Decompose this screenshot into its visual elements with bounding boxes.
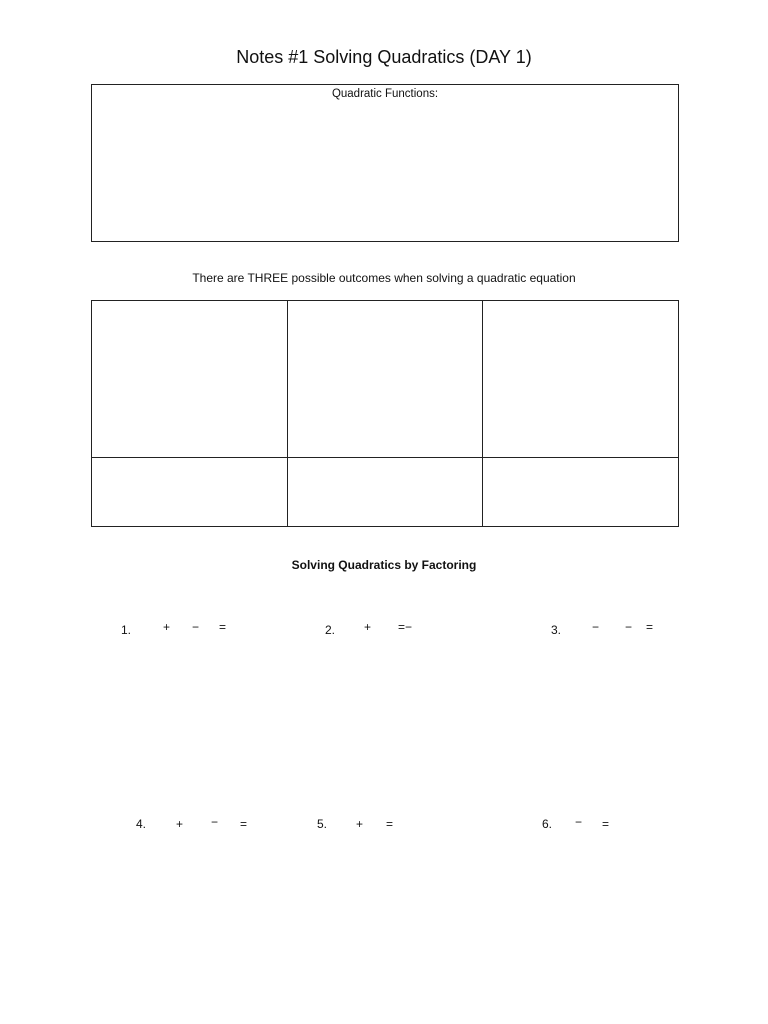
operator: = [386, 817, 394, 831]
operator: + [356, 817, 364, 831]
problem-number: 1. [121, 623, 132, 637]
problem-number: 3. [551, 623, 562, 637]
operator: + [163, 620, 171, 634]
operator: = [219, 620, 227, 634]
operator: − [592, 620, 600, 634]
operator: + [364, 620, 372, 634]
operator: = [646, 620, 654, 634]
outcomes-label-row [92, 458, 679, 527]
operator: =− [398, 620, 413, 634]
operator: − [625, 620, 633, 634]
quadratic-functions-label: Quadratic Functions: [331, 88, 439, 100]
outcome-cell-2 [287, 301, 483, 458]
factoring-heading: Solving Quadratics by Factoring [291, 558, 477, 572]
outcomes-graph-row [92, 301, 679, 458]
outcomes-intro: There are THREE possible outcomes when solving a quadratic equation [192, 271, 576, 285]
operator: = [602, 817, 610, 831]
outcome-label-cell-1 [92, 458, 288, 527]
outcome-cell-3 [483, 301, 679, 458]
outcome-label-cell-3 [483, 458, 679, 527]
problem-number: 4. [136, 817, 147, 831]
outcomes-table [91, 300, 679, 527]
page-title: Notes #1 Solving Quadratics (DAY 1) [236, 47, 532, 67]
operator: − [192, 620, 200, 634]
problem-number: 5. [317, 817, 328, 831]
problem-number: 6. [542, 817, 553, 831]
operator: = [240, 817, 248, 831]
quadratic-functions-box [91, 84, 679, 242]
operator: − [575, 815, 583, 829]
outcome-label-cell-2 [287, 458, 483, 527]
operator: − [211, 815, 219, 829]
outcome-cell-1 [92, 301, 288, 458]
operator: + [176, 817, 184, 831]
problem-number: 2. [325, 623, 336, 637]
